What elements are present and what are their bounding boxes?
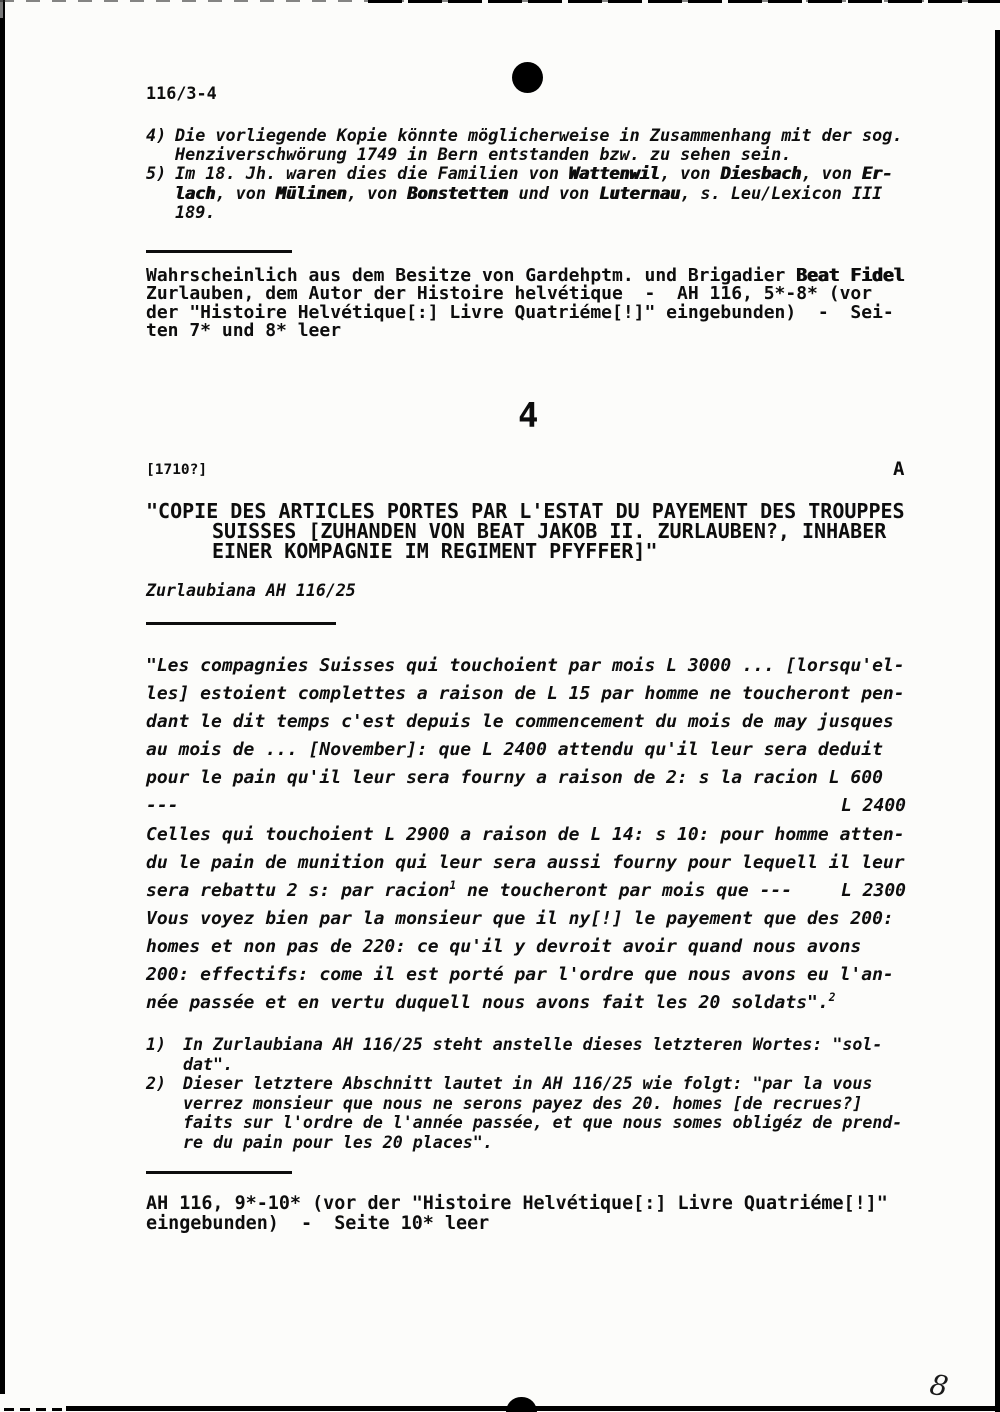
amount-value: L 2300 — [840, 879, 906, 901]
scan-edge-right — [995, 30, 1000, 1412]
quoted-text-block — [146, 652, 906, 1017]
document-letter: A — [893, 458, 905, 480]
title-line: "COPIE DES ARTICLES PORTES PAR L'ESTAT DU PAYEMENT DES TROUPPES — [146, 499, 905, 523]
quote-line: Celles qui touchoient L 2900 a raison de L 14: s 10: pour homme atten- — [146, 823, 905, 845]
footnote-2 — [146, 1074, 946, 1152]
quote-line: Vous voyez bien par la monsieur que il ny[!] le payement que des 200: — [146, 907, 894, 929]
quote-line: au mois de ... [November]: que L 2400 attendu qu'il leur sera deduit — [146, 739, 883, 761]
separator-rule — [146, 250, 292, 253]
footnote-text-line: Im 18. Jh. waren dies die Familien von Wattenwil, von Diesbach, von Er- — [175, 163, 893, 184]
quote-line: 200: effectifs: come il est porté par l'ordre que nous avons eu l'an- — [146, 964, 894, 986]
provenance-line: Wahrscheinlich aus dem Besitze von Gardehptm. und Brigadier Beat Fidel — [146, 265, 905, 286]
footnote-text-line: In Zurlaubiana AH 116/25 steht anstelle dieses letzteren Wortes: "sol- — [183, 1035, 883, 1054]
separator-rule — [146, 622, 336, 625]
scan-edge-left — [0, 0, 5, 1394]
quote-line-amount — [146, 792, 906, 820]
provenance-note — [146, 267, 936, 341]
footnotes-top — [146, 126, 936, 222]
footnote-1 — [146, 1035, 946, 1074]
archive-reference: 116/3-4 — [146, 83, 217, 103]
footnote-4 — [146, 126, 936, 164]
quote-line-left: --- — [146, 795, 179, 817]
footnote-text-line: Dieser letztere Abschnitt lautet in AH 116/25 wie folgt: "par la vous — [183, 1074, 873, 1094]
footnote-text-line: faits sur l'ordre de l'année passée, et que nous somes obligéz de prend- — [183, 1113, 903, 1133]
provenance-line: der "Histoire Helvétique[:] Livre Quatriéme[!]" eingebunden) - Sei- — [146, 301, 894, 323]
scan-edge-top-line — [368, 0, 1000, 3]
provenance-line: ten 7* und 8* leer — [146, 320, 342, 342]
quote-line: pour le pain qu'il leur sera fourny a raison de 2: s la racion L 600 — [146, 767, 883, 789]
footnote-text-line: verrez monsieur que nous ne serons payez des 20. homes [de recrues?] — [183, 1093, 863, 1113]
quote-line-left: sera rebattu 2 s: par racion$^1$ ne toucheront par mois que --- — [146, 878, 793, 901]
scan-edge-left-top — [0, 0, 3, 18]
source-reference: Zurlaubiana AH 116/25 — [146, 581, 356, 600]
separator-rule — [146, 1171, 292, 1174]
punch-mark-bottom-icon — [506, 1397, 537, 1412]
quote-line-amount — [146, 877, 906, 905]
page-number: 4 — [518, 396, 539, 436]
quote-line: "Les compagnies Suisses qui touchoient par mois L 3000 ... [lorsqu'el- — [146, 655, 905, 676]
title-line: SUISSES [ZUHANDEN VON BEAT JAKOB II. ZURLAUBEN?, INHABER — [212, 518, 887, 543]
quote-line: née passée et en vertu duquell nous avons fait les 20 soldats".$^2$ — [146, 991, 836, 1014]
quote-line: dant le dit temps c'est depuis le commencement du mois de may jusques — [146, 711, 894, 733]
footnote-marker: 5) — [146, 163, 167, 184]
quote-line: du le pain de munition qui leur sera aussi fourny pour lequell il leur — [146, 851, 905, 873]
title-line: EINER KOMPAGNIE IM REGIMENT PFYFFER]" — [212, 538, 658, 563]
footnote-text-line: re du pain pour les 20 places". — [183, 1132, 493, 1152]
closing-line: AH 116, 9*-10* (vor der "Histoire Helvétique[:] Livre Quatriéme[!]" — [146, 1193, 888, 1214]
footnote-marker: 4) — [146, 125, 167, 145]
scan-edge-bottom-dashes — [4, 1408, 66, 1411]
footnote-marker: 1) — [146, 1035, 166, 1054]
footnotes-bottom — [146, 1035, 946, 1153]
closing-line: eingebunden) - Seite 10* leer — [146, 1213, 490, 1235]
document-title — [146, 499, 966, 563]
footnote-marker: 2) — [146, 1074, 166, 1094]
footnote-text-line: Die vorliegende Kopie könnte möglicherweise in Zusammenhang mit der sog. — [175, 125, 903, 145]
footnote-5 — [146, 164, 936, 222]
closing-reference — [146, 1194, 946, 1234]
handwritten-folio-number: 8 — [927, 1367, 951, 1404]
punch-mark-top-icon — [512, 62, 543, 93]
footnote-text-line: dat". — [183, 1054, 233, 1074]
quote-line: les] estoient complettes a raison de L 15 par homme ne toucheront pen- — [146, 683, 905, 705]
amount-value: L 2400 — [840, 795, 906, 817]
footnote-text-line: lach, von Mülinen, von Bonstetten und von Luternau, s. Leu/Lexicon III — [175, 182, 883, 203]
provenance-line: Zurlauben, dem Autor der Histoire helvétique - AH 116, 5*-8* (vor — [146, 283, 873, 305]
footnote-text-line: 189. — [175, 201, 216, 222]
quote-line: homes et non pas de 220: ce qu'il y devroit avoir quand nous avons — [146, 935, 862, 957]
date-label: [1710?] — [146, 462, 208, 478]
footnote-text-line: Henziverschwörung 1749 in Bern entstanden bzw. zu sehen sein. — [175, 144, 792, 165]
